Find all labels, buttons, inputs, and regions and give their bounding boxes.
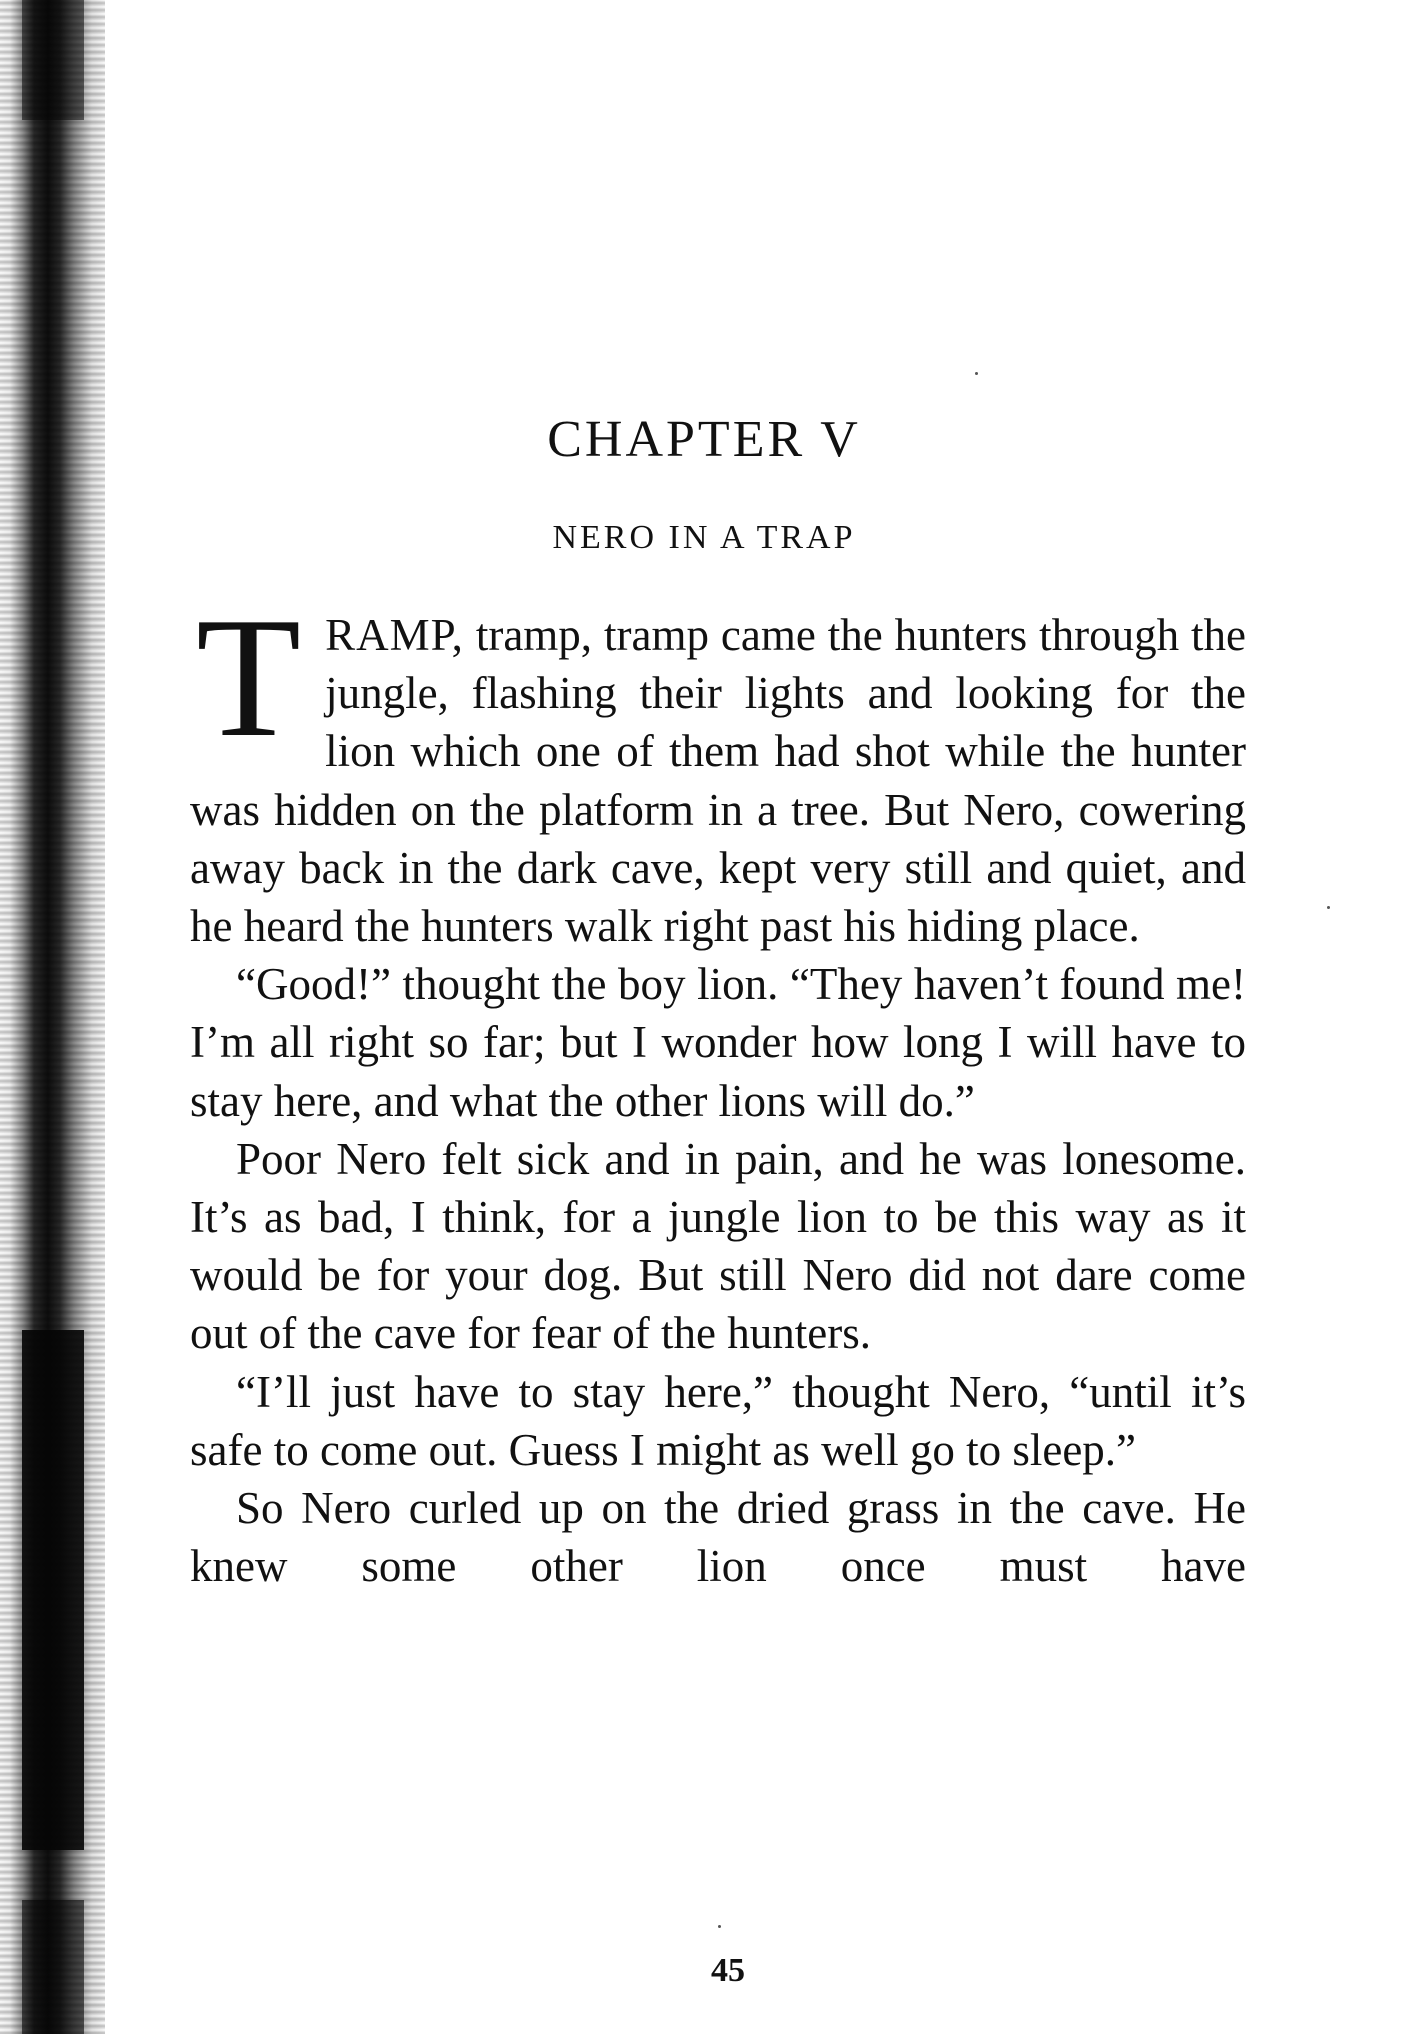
paragraph [190,583,1246,955]
scan-speck [718,1925,721,1928]
paragraph-text: “I’ll just have to stay here,” thought Nero, “until it’s safe to come out. Guess I might as well go to sleep.” [190,1366,1246,1475]
paragraph [190,1363,1246,1479]
scan-shadow [22,1330,84,1850]
paragraph [190,955,1246,1130]
paragraph [190,1130,1246,1363]
drop-cap: T [196,583,302,773]
lead-word: RAMP, [325,610,464,660]
paragraph-text: “Good!” thought the boy lion. “They haven’t found me! I’m all right so far; but I wonder how long I will have to stay here, and what the other lions will do.” [190,959,1246,1126]
page-number: 45 [711,1952,745,1989]
chapter-subtitle: NERO IN A TRAP [552,519,856,556]
scan-speck [1327,906,1330,909]
chapter-body [190,583,1246,1595]
scan-shadow [22,0,84,120]
chapter-title: CHAPTER V [547,411,861,468]
paragraph [190,1479,1246,1595]
paragraph-text: tramp, tramp came the hunters through the jungle, flashing their lights and looking for the lion which one of them had shot while the hunter was hidden on the platform in a tree. But Nero, cowering away back in the dark cave, kept very still and quiet, and he heard the hunters walk right past his hiding place. [190,610,1246,952]
paragraph-text: So Nero curled up on the dried grass in the cave. He knew some other lion once must have [190,1483,1246,1592]
paragraph-text: Poor Nero felt sick and in pain, and he was lonesome. It’s as bad, I think, for a jungle lion to be this way as it would be for your dog. But still Nero did not dare come out of the cave for fear of the hunters. [190,1133,1246,1359]
scan-speck [975,372,978,375]
